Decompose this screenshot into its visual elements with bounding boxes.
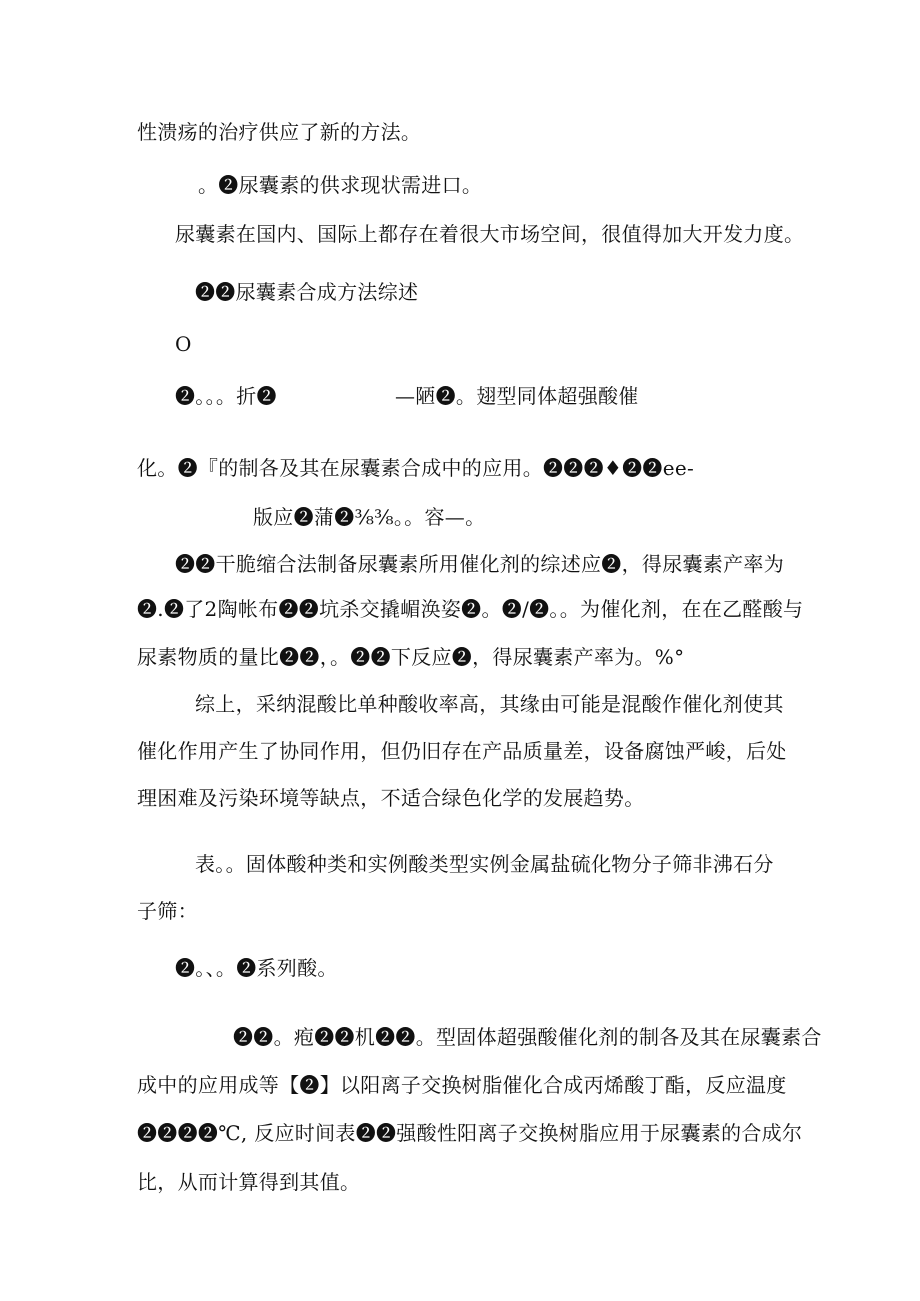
text-line: 性溃疡的治疗供应了新的方法。 bbox=[137, 120, 422, 144]
text-line: 催化作用产生了协同作用，但仍旧存在产品质量差，设备腐蚀严峻，后处 bbox=[137, 739, 787, 763]
text-line: 。❷尿囊素的供求现状需进口。 bbox=[198, 173, 483, 197]
text-line: 版应❷蒲❷⅜⅜。。容—。 bbox=[253, 505, 486, 529]
text-line: ❷。、。❷系列酸。 bbox=[175, 956, 338, 980]
text-line: —陋❷。翅型同体超强酸催 bbox=[395, 384, 639, 408]
text-line: 尿素物质的量比❷❷，。❷❷下反应❷，得尿囊素产率为。%° bbox=[137, 645, 685, 669]
text-line: 比，从而计算得到其值。 bbox=[137, 1170, 361, 1194]
text-line: ❷❷干脆缩合法制备尿囊素所用催化剂的综述应❷，得尿囊素产率为 bbox=[175, 552, 784, 576]
text-line: ❷.❷了2陶帐布❷❷坑杀交撬嵋涣姿❷。❷/❷。。为催化剂，在在乙醛酸与 bbox=[137, 597, 804, 621]
text-line: 尿囊素在国内、国际上都存在着很大市场空间，很值得加大开发力度。 bbox=[175, 222, 805, 246]
text-line: ❷❷。疱❷❷机❷❷。型固体超强酸催化剂的制各及其在尿囊素合 bbox=[233, 1025, 822, 1049]
text-line: 综上，采纳混酸比单种酸收率高，其缘由可能是混酸作催化剂使其 bbox=[195, 692, 784, 716]
text-line: ❷。。。折❷ bbox=[175, 384, 277, 408]
text-line: O bbox=[175, 332, 192, 356]
section-heading: ❷❷尿囊素合成方法综述 bbox=[195, 280, 419, 304]
text-line: 成中的应用成等【❷】以阳离子交换树脂催化合成丙烯酸丁酯，反应温度 bbox=[137, 1073, 787, 1097]
text-line: 化。❷『的制各及其在尿囊素合成中的应用。❷❷❷♦❷❷ee- bbox=[137, 456, 695, 480]
text-line: 子筛： bbox=[137, 899, 198, 923]
text-line: 理困难及污染环境等缺点，不适合绿色化学的发展趋势。 bbox=[137, 786, 645, 810]
text-line: ❷❷❷❷℃, 反应时间表❷❷强酸性阳离子交换树脂应用于尿囊素的合成尔 bbox=[137, 1121, 803, 1145]
text-line: 表。。固体酸种类和实例酸类型实例金属盐硫化物分子筛非沸石分 bbox=[195, 852, 774, 876]
